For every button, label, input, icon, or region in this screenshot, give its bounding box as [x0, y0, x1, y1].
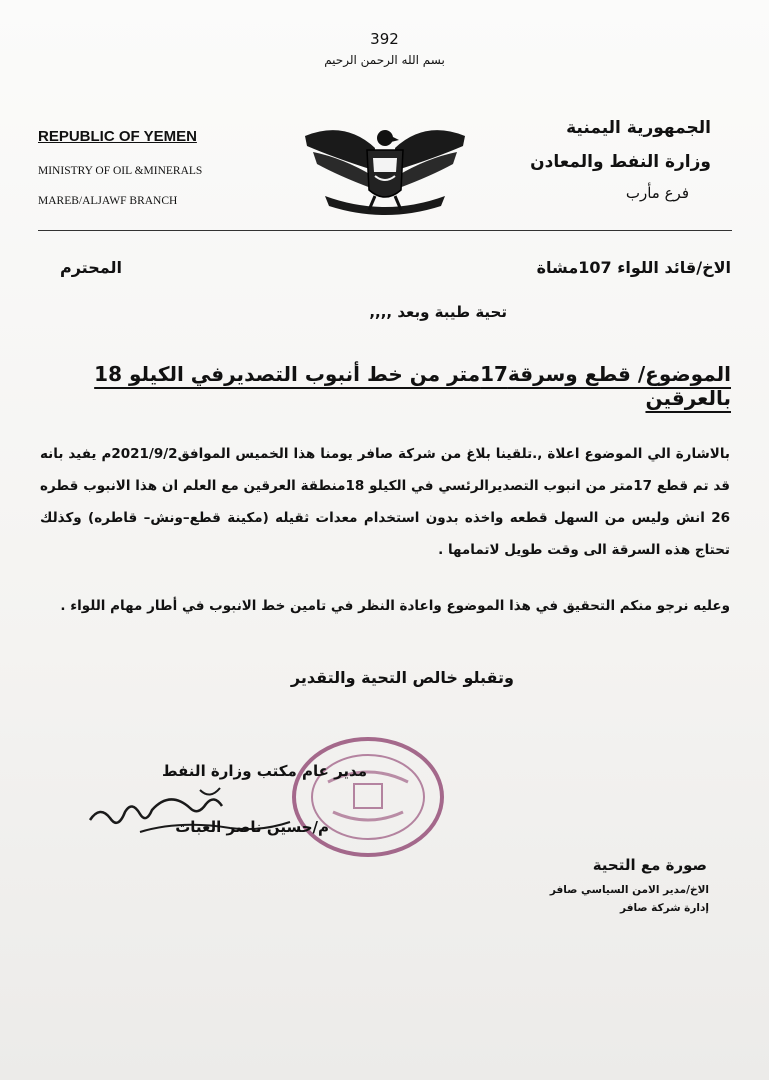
subject-line: الموضوع/ قطع وسرقة17متر من خط أنبوب التصديرفي الكيلو 18 بالعرقين [94, 362, 731, 410]
official-stamp-icon [288, 732, 448, 862]
basmala: بسم الله الرحمن الرحيم [324, 53, 445, 67]
greeting: تحية طيبة وبعد ,,,, [369, 303, 507, 321]
arabic-ministry: وزارة النفط والمعادن [530, 152, 711, 172]
honorific: المحترم [60, 258, 122, 277]
arabic-country: الجمهورية اليمنية [566, 118, 711, 138]
arabic-branch: فرع مأرب [625, 184, 689, 202]
body-paragraph-1: بالاشارة الي الموضوع اعلاة ,.تلقينا بلاغ من شركة صافر يومنا هذا الخميس الموافق2021/9/2م يفيد بانه قد تم قطع 17متر من انبوب التصديرالرئسي في الكيلو 18منطقة العرقين مع العلم ان هذا الانبوب قطره 26 انش وليس من السهل قطعه واخذه بدون استخدام معدات ثقيله (مكينة قطع–ونش– قاطره) وكذلك تحتاج هذه السرقة الى وقت طويل لاتمامها . [40, 446, 730, 558]
arabic-letterhead [481, 118, 711, 202]
english-ministry: MINISTRY OF OIL &MINERALS [38, 165, 203, 177]
body-paragraph-2: وعليه نرجو منكم التحقيق في هذا الموضوع واعادة النظر في تامين خط الانبوب في أطار مهام اللواء . [60, 598, 730, 614]
signatory-title: مدير عام مكتب وزارة النفط [161, 762, 367, 780]
addressee: الاخ/قائد اللواء 107مشاة [536, 258, 731, 277]
english-country: REPUBLIC OF YEMEN [38, 128, 197, 145]
english-branch: MAREB/ALJAWF BRANCH [38, 195, 178, 207]
handwritten-signature-icon [80, 770, 310, 860]
copy-to-line: الاخ/مدير الامن السياسي صافر [549, 884, 709, 896]
eagle-emblem-icon [295, 118, 475, 223]
copy-to-title: صورة مع التحية [592, 856, 707, 874]
header-divider [38, 230, 732, 231]
copy-to-line: إدارة شركة صافر [620, 902, 709, 914]
closing-line: وتقبلو خالص التحية والتقدير [290, 668, 514, 687]
english-letterhead [38, 128, 268, 207]
document-number: 392 [370, 30, 399, 48]
signatory-name: م/حسين ناصر العبات [175, 818, 329, 836]
